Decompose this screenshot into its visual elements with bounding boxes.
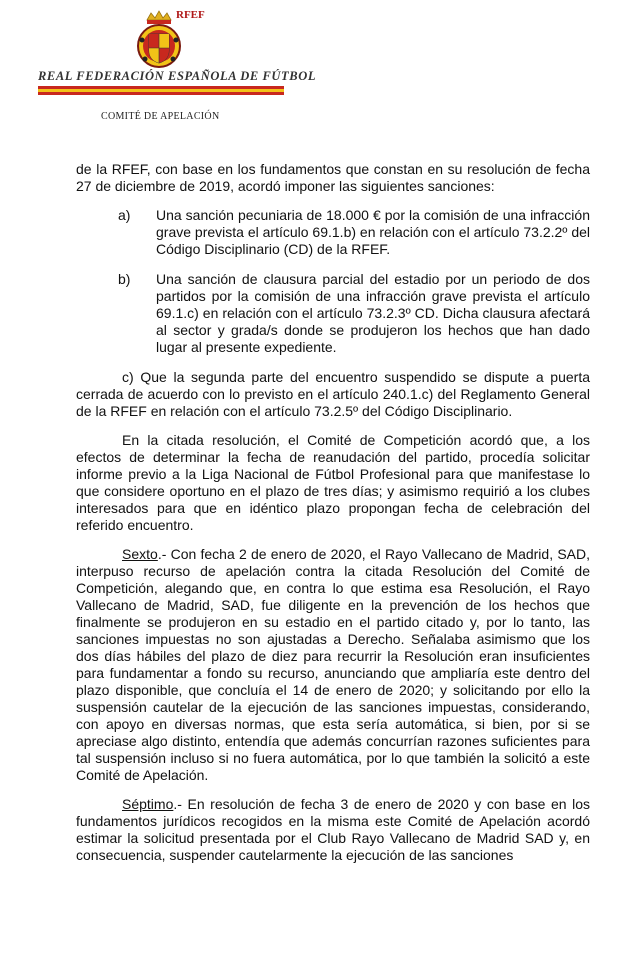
sanction-item-a: [76, 207, 590, 258]
sanction-text: Una sanción pecuniaria de 18.000 € por la comisión de una infracción grave prevista el artículo 69.1.b) en relación con el artículo 73.2.2º del Código Disciplinario (CD) de la RFEF.: [156, 207, 590, 257]
item-c-paragraph: c) Que la segunda parte del encuentro suspendido se dispute a puerta cerrada de acuerdo con lo previsto en el artículo 240.1.c) del Reglamento General de la RFEF en relación con el artículo 73.2.5º del Código Disciplinario.: [76, 369, 590, 419]
septimo-text: .- En resolución de fecha 3 de enero de 2020 y con base en los fundamentos jurídicos recogidos en la misma este Comité de Apelación acordó estimar la solicitud presentada por el Club Rayo Vallecano de Madrid SAD y, en consecuencia, suspender cautelarmente la ejecución de las sanciones: [76, 796, 590, 863]
committee-name: COMITÉ DE APELACIÓN: [101, 111, 220, 122]
sexto-heading: Sexto: [122, 546, 158, 562]
intro-paragraph: de la RFEF, con base en los fundamentos que constan en su resolución de fecha 27 de diciembre de 2019, acordó imponer las siguientes sanciones:: [76, 161, 590, 194]
sanction-text: Una sanción de clausura parcial del estadio por un periodo de dos partidos por la comisión de una infracción grave prevista el artículo 69.1.c) en relación con el artículo 73.2.3º CD. Dicha clausura afectará al sector y grada/s donde se produjeron los hechos que han dado lugar al presente expediente.: [156, 271, 590, 355]
sexto-paragraph: [76, 546, 590, 784]
resolution-paragraph: En la citada resolución, el Comité de Competición acordó que, a los efectos de determinar la fecha de reanudación del partido, procedía solicitar informe previo a la Liga Nacional de Fútbol Profesional para que manifestase lo que considere oportuno en el plazo de tres días; y asimismo requirió a los clubes interesados para que en idéntico plazo propongan fecha de celebración del referido encuentro.: [76, 432, 590, 533]
flag-stripe-red-bottom: [38, 92, 284, 95]
sanction-item-b: [76, 271, 590, 356]
septimo-paragraph: [76, 796, 590, 864]
sexto-text: .- Con fecha 2 de enero de 2020, el Rayo Vallecano de Madrid, SAD, interpuso recurso de apelación contra la citada Resolución del Comité de Competición, alegando que, en contra lo que estima esa Resolución, el Rayo Vallecano de Madrid, SAD, fue diligente en la prevención de los hechos que finalmente se produjeron en su estadio en el partido citado y, por lo tanto, las sanciones impuestas no son ajustadas a Derecho. Señalaba asimismo que los dos días hábiles del plazo de diez para recurrir la Resolución eran insuficientes para fundamentar a fondo su recurso, anunciando que ampliaría este dentro del plazo disponible, que concluía el 14 de enero de 2020; y solicitando por ello la suspensión cautelar de la ejecución de las sanciones impuestas, considerando, con apoyo en diversas normas, que esta sería automática, si bien, por si se apreciase algo distinto, entendía que además concurrían razones suficientes para tal suspensión incluso si no fuera automática, por lo que también la solicitó a este Comité de Apelación.: [76, 546, 590, 783]
sanction-label: a): [118, 207, 131, 223]
septimo-heading: Séptimo: [122, 796, 174, 812]
organization-name: REAL FEDERACIÓN ESPAÑOLA DE FÚTBOL: [38, 69, 317, 83]
sanction-label: b): [118, 271, 131, 287]
rfef-letters: RFEF: [176, 9, 205, 21]
document-body: [76, 161, 590, 876]
document-header: [0, 0, 634, 130]
